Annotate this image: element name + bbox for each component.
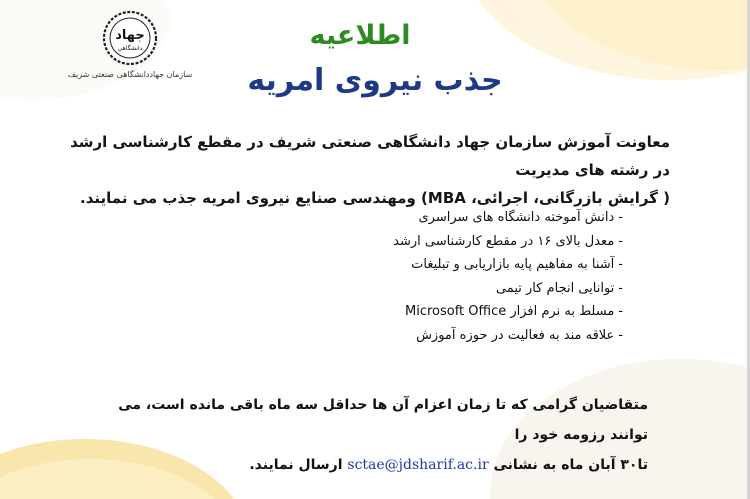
- requirement-text: دانش آموخته دانشگاه های سراسری: [418, 210, 615, 225]
- footer-line-2-start: تا۳۰ آبان ماه به نشانی: [488, 457, 648, 473]
- organization-logo: [60, 8, 200, 88]
- requirement-item: -توانایی انجام کار تیمی: [495, 280, 623, 296]
- intro-mba: MBA: [427, 189, 466, 207]
- requirement-text: توانایی انجام کار تیمی: [495, 280, 615, 296]
- footer-line-1: متقاضیان گرامی که تا زمان اعزام آن ها حداقل سه ماه باقی مانده است، می توانند رزومه خود را: [118, 397, 648, 443]
- application-note: [88, 390, 648, 480]
- requirement-item: -معدل بالای ۱۶ در مقطع کارشناسی ارشد: [393, 233, 623, 249]
- intro-line-2-start: ( گرایش بازرگانی، اجرائی،: [465, 189, 670, 207]
- requirement-item: -مسلط به نرم افزار Microsoft Office: [404, 304, 623, 319]
- intro-paragraph: [70, 128, 670, 212]
- emblem-subtext: دانشگاهی: [117, 45, 143, 52]
- requirement-text: معدل بالای ۱۶ در مقطع کارشناسی ارشد: [393, 233, 615, 249]
- footer-line-2: [88, 450, 648, 480]
- logo-caption: سازمان جهاددانشگاهی صنعتی شریف: [67, 70, 193, 79]
- page-subtitle: جذب نیروی امریه: [247, 63, 503, 98]
- jahad-emblem-icon: [100, 8, 160, 68]
- requirement-item: -علاقه مند به فعالیت در حوزه آموزش: [416, 327, 623, 343]
- software-name: Microsoft Office: [404, 304, 507, 319]
- emblem-text: جهاد: [115, 28, 145, 43]
- intro-line-2-end: ) ومهندسی صنایع نیروی امریه جذب می نمایند.: [80, 189, 428, 207]
- requirement-item: -آشنا به مفاهیم پایه بازاریابی و تبلیغات: [411, 257, 623, 272]
- requirement-text: آشنا به مفاهیم پایه بازاریابی و تبلیغات: [411, 257, 615, 272]
- footer-line-2-end: ارسال نمایند.: [249, 457, 348, 473]
- requirement-item: -دانش آموخته دانشگاه های سراسری: [418, 210, 623, 225]
- email-address[interactable]: sctae@jdsharif.ac.ir: [347, 457, 489, 473]
- requirement-text: علاقه مند به فعالیت در حوزه آموزش: [416, 327, 615, 343]
- requirements-list: [303, 206, 623, 347]
- requirement-text: مسلط به نرم افزار: [506, 304, 615, 319]
- page-title: اطلاعیه: [309, 20, 411, 51]
- intro-line-1: معاونت آموزش سازمان جهاد دانشگاهی صنعتی شریف در مقطع کارشناسی ارشد در رشته های مدیریت: [70, 133, 670, 179]
